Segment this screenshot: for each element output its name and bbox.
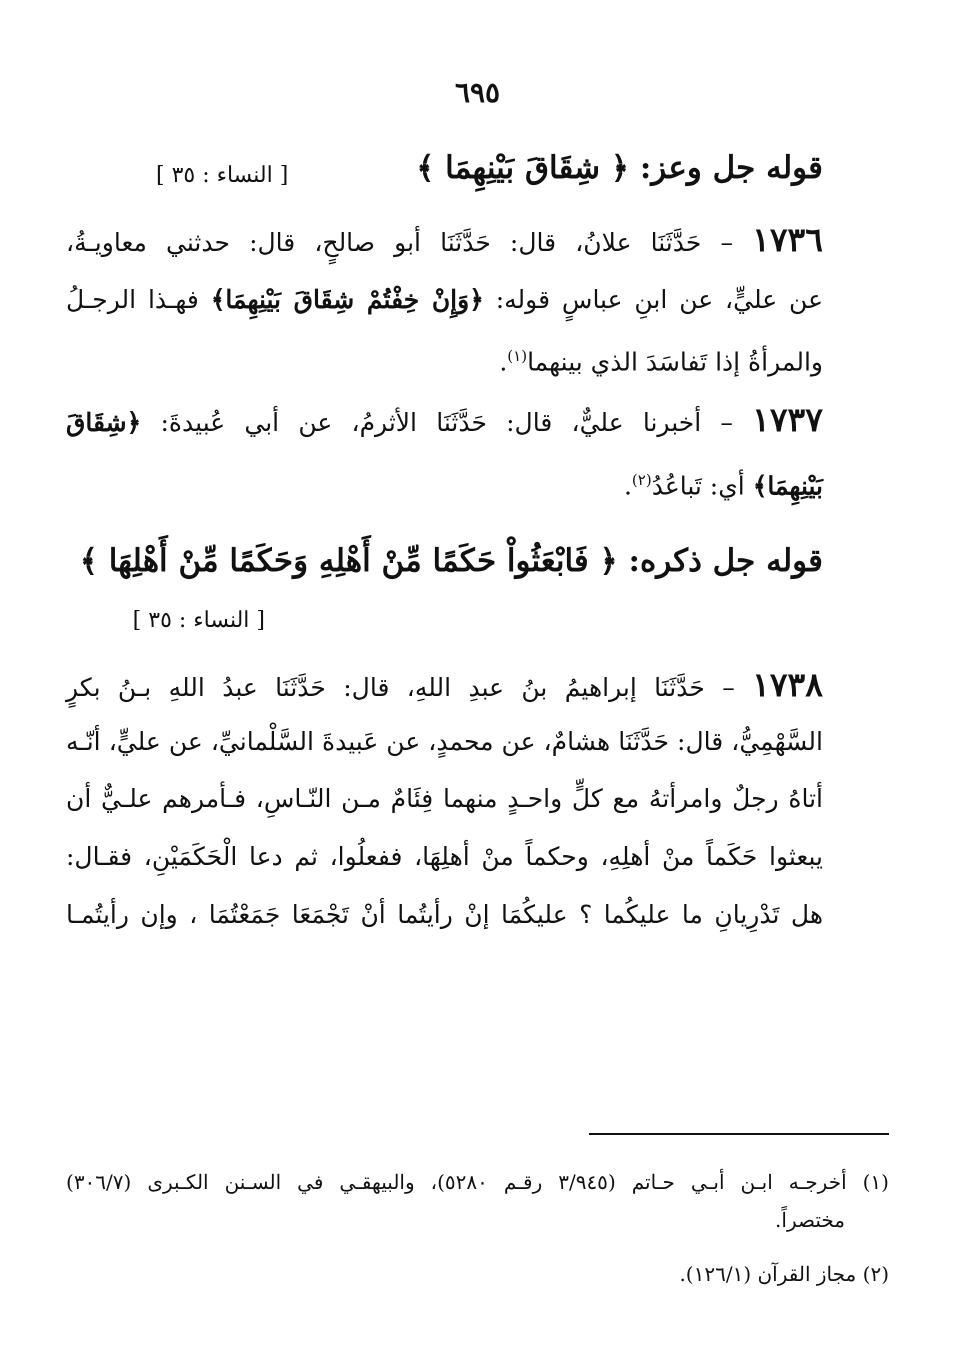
- quran-verse: ﴿وَإِنْ خِفْتُمْ شِقَاقَ بَيْنِهِمَا﴾: [210, 285, 484, 314]
- hadith-text: فهـذا الرجـلُ: [66, 285, 199, 314]
- page-number: ٦٩٥: [454, 76, 501, 109]
- quran-reference: [ النساء : ٣٥ ]: [156, 163, 289, 188]
- footnote-divider: [589, 1133, 889, 1135]
- heading-verse: ﴿ فَابْعَثُواْ حَكَمًا مِّنْ أَهْلِهِ وَحَكَمًا مِّنْ أَهْلِهَا ﴾: [79, 543, 618, 579]
- period: .: [623, 471, 632, 501]
- hadith-1736-line-2: [66, 270, 823, 330]
- hadith-text: – حَدَّثَنَا إبراهيمُ بنُ عبدِ اللهِ، قال: حَدَّثَنَا عبدُ اللهِ بـنُ بكرٍ: [66, 673, 735, 702]
- hadith-text: والمرأةُ إذا تَفاسَدَ الذي بينهما: [527, 347, 823, 377]
- hadith-1737-line-1: [66, 390, 823, 450]
- hadith-text: – أخبرنا عليٌّ، قال: حَدَّثَنَا الأثرمُ، عن أبي عُبيدةَ:: [160, 408, 733, 437]
- heading-verse: ﴿ شِقَاقَ بَيْنِهِمَا ﴾: [416, 150, 630, 186]
- hadith-text: عن عليٍّ، عن ابنِ عباسٍ قوله:: [495, 285, 823, 314]
- hadith-number: ١٧٣٧: [752, 400, 824, 439]
- quran-verse: ﴿شِقَاقَ: [66, 408, 142, 437]
- period: .: [499, 347, 508, 377]
- footnote-1-line-1: (١) أخرجـه ابـن أبـي حـاتم (٣/٩٤٥ رقـم ٥٢٨٠)، والبيهقـي في السـنن الكـبرى (٣٠٦/٧): [66, 1170, 889, 1194]
- footnote-1-line-2: مختصراً.: [775, 1208, 845, 1232]
- heading-intro: قوله جل وعز:: [639, 150, 823, 186]
- hadith-text: – حَدَّثَنَا علانُ، قال: حَدَّثَنَا أبو صالحٍ، قال: حدثني معاويـةُ،: [66, 228, 733, 257]
- hadith-number: ١٧٣٦: [752, 220, 823, 259]
- hadith-number: ١٧٣٨: [752, 665, 823, 704]
- footnote-marker: (٢): [631, 471, 652, 489]
- section-heading-1: [416, 150, 823, 186]
- section-heading-2: [80, 543, 823, 579]
- hadith-1738-line-3: أتاهُ رجلٌ وامرأتهُ مع كلٍّ واحـدٍ منهما فِئَامٌ مـن النّـاسِ، فـأمرهم علـيٌّ أن: [66, 784, 823, 813]
- quran-verse: بَيْنِهِمَا﴾: [752, 471, 823, 501]
- footnote-marker: (١): [507, 347, 528, 365]
- quran-reference: [ النساء : ٣٥ ]: [132, 608, 265, 633]
- hadith-1736-line-3: [66, 326, 823, 386]
- hadith-1738-line-2: السَّهْمِيُّ، قال: حَدَّثَنَا هشامٌ، عن محمدٍ، عن عَبيدةَ السَّلْمانيِّ، عن عليٍّ، أنّـه: [66, 727, 823, 756]
- hadith-1738-line-1: [66, 655, 823, 715]
- hadith-1736-line-1: [66, 210, 823, 270]
- footnote-2: (٢) مجاز القرآن (١٢٦/١).: [679, 1262, 889, 1286]
- hadith-1738-line-4: يبعثوا حَكَماً منْ أهلِهِ، وحكماً منْ أهلِهَا، ففعلُوا، ثم دعا الْحَكَمَيْنِ، فقـال:: [66, 842, 823, 871]
- heading-intro: قوله جل ذكره:: [628, 543, 823, 579]
- hadith-text: أي: تَباعُدُ: [651, 471, 745, 501]
- hadith-1737-line-2: [66, 450, 823, 510]
- hadith-1738-line-5: هل تَدْرِيانِ ما عليكُما ؟ عليكُمَا إنْ رأيتُما أنْ تَجْمَعَا جَمَعْتُمَا ، وإن رأيتُمـا: [66, 900, 823, 929]
